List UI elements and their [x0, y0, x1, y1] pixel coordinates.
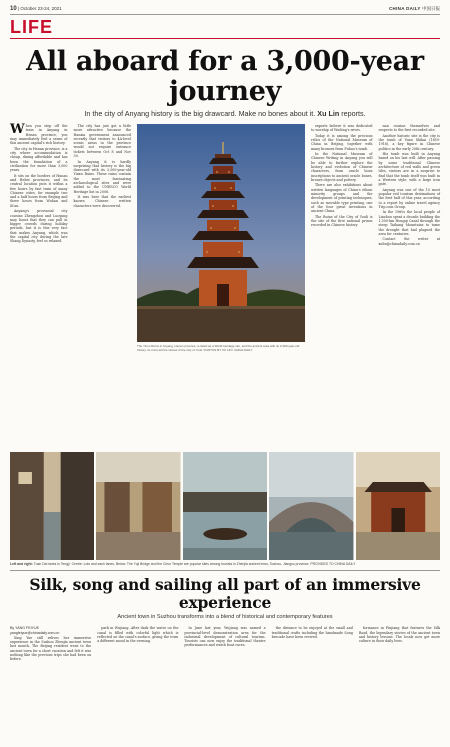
article-paragraph: formance in Pinjiang that features the Silk Road, the legendary stories of the ancient town and history lessons. The locals now get more culture in their daily lives.	[358, 626, 441, 644]
byline-email: yangfeiyue@chinadaily.com.cn	[10, 630, 60, 635]
deck-author: Xu Lin	[317, 109, 340, 118]
story-divider	[10, 570, 440, 571]
lane-photo-left	[10, 452, 94, 560]
photo-strip-caption	[10, 562, 440, 566]
page-folio	[10, 6, 440, 15]
newspaper-brand: CHINA DAILY	[389, 6, 421, 11]
article-paragraph: The city has just got a little more attractive because the Hanxia government announced recently that visitors to 4A-level scenic areas in the province would not require entrance tickets between Oct 8 and Nov 30.	[73, 124, 132, 159]
article-paragraph: Anyang was one of the 10 most popular red tourism destinations of the first half of this year, according to a report by online travel agency Trip.com Group.	[378, 187, 440, 209]
article-paragraph: It was here that the earliest known Chinese written characters were discovered.	[73, 195, 132, 208]
article-paragraph: Today it is among the precious relics of the National Museum of China in Beijing, together with many bronzes from Fuhao's tomb.	[311, 133, 373, 151]
article-paragraph: In the National Museum of Chinese Writing in Anyang you will be able to further explore the history and evolution of Chinese characters, from oracle bone inscriptions to ancient oracle bones, bronze objects and pottery.	[311, 152, 373, 182]
byline	[10, 626, 91, 635]
temple-gate-illustration	[356, 452, 440, 560]
article-paragraph: The city in Henan province, is a city where accommodation is cheap, dining affordable and has been the foundation of a civilization for more than 3,000 years.	[10, 146, 68, 173]
byline-name: By YANG FEIYUE	[10, 626, 40, 631]
second-column-5	[359, 626, 440, 662]
second-headline: Silk, song and sailing all part of an immersive experience	[29, 575, 421, 613]
article-paragraph: Anyang's provincial city cousins Zhengzhou and Luoyang may boast that they can pull in bigger crowds during holiday periods, but it is this very fact that makes Anyang, which was the capital city during the late Shang Dynasty, feel so relaxed.	[10, 209, 68, 244]
article-paragraph: Xing Yue still relives her immersive experience in the Suzhou Zhenjia ancient town last month. The Beijing resident went to the ancient town for a short vacation and felt it was nothing like the previous trips she had been on before.	[10, 635, 92, 662]
article-paragraph: His tomb was built in Anyang based on his last will. After passing by some traditional Chinese architecture of red walls and green tiles, visitors are in a surprise to find that the tomb itself was built in a Western style, with a large iron gate.	[378, 152, 440, 187]
article-paragraph: park in Wujiang. After dark the water on the canal is filled with colorful light which is reflected on the canal's surface, giving the town a different mood in the evening.	[97, 626, 179, 644]
article-paragraph: It sits on the borders of Hunan and Hebei provinces, and its central location puts it within a few hours by fast train of many Chinese cities, for example two and a half hours from Beijing and three hours from Wuhan and Xi'an.	[10, 173, 68, 208]
lead-photo-column	[137, 124, 305, 446]
deck-suffix: reports.	[341, 109, 366, 118]
second-column-1	[10, 626, 91, 662]
section-rule	[10, 38, 440, 39]
strip-caption-label: Left and right:	[10, 562, 33, 566]
second-story-body	[10, 626, 440, 662]
temple-photo	[137, 124, 305, 342]
article-paragraph: The Ruins of the City of Youli is the site of the first national prison recorded in Chinese history.	[311, 214, 373, 228]
article-paragraph: In the 1960s the local people of Linzhou spent a decade building the 1,500-km Hongqi Canal through the steep Taihang Mountains to tame the drought that had plagued the area for centuries.	[378, 210, 440, 236]
article-paragraph: In June last year, Wujiang was named a provincial-level demonstration area for the industrial development of cultural tourism. Tourists can now enjoy the traditional theatre performances and watch boat races.	[184, 626, 266, 648]
stone-bridge-illustration	[269, 452, 353, 560]
pagoda-illustration	[137, 124, 305, 342]
boat-canal-illustration	[183, 452, 267, 560]
deck-text: In the city of Anyang history is the big drawcard. Make no bones about it.	[84, 109, 316, 118]
article-column-2	[74, 124, 132, 446]
drop-cap: W	[10, 122, 25, 137]
second-column-4	[272, 626, 353, 662]
canal-lane-illustration	[10, 452, 94, 560]
writer-contact: Contact the writer at xulin@chinadaily.com.cn	[378, 237, 440, 246]
article-column-4	[311, 124, 372, 446]
article-paragraph: experts believe it was dedicated to worship of Wuding's wives.	[311, 124, 373, 133]
photo-caption: The Yinxu Ruins in Anyang, Henan province, is listed as a World Heritage site, and the ancient area with its 3,300-year-old history. Its ruins tell the stories of the City of Youli. PHOTOS BY XU LIN / CHINA DAILY	[137, 344, 300, 352]
article-paragraph: There are also exhibitions about written languages of China's ethnic minority groups and the development of printing techniques, such as movable type printing, one of the four great inventions in ancient China.	[311, 183, 373, 214]
lane-photo-center-left	[96, 452, 180, 560]
article-paragraph: hen you step off the train in Anyang in Henan province, you may immediately feel a sense of this ancient capital's rich history.	[10, 124, 68, 146]
issue-date: | October 23-24, 2021	[17, 6, 62, 11]
lane-photo-center	[183, 452, 267, 560]
article-paragraph: nan cuisine themselves and respects to the first recorded site.	[378, 124, 440, 133]
section-label: LIFE	[10, 17, 53, 37]
lane-photo-center-right	[269, 452, 353, 560]
second-deck: Ancient town in Suzhou transforms into a blend of historical and contemporary features	[117, 614, 333, 621]
newspaper-brand-cn: 中国日报	[422, 6, 440, 11]
headline-deck	[10, 109, 440, 118]
article-paragraph: Another historic site is the city is the tomb of Yuan Shikai (1859-1916), a key figure in Chinese politics in the early 20th century.	[378, 133, 440, 151]
strip-caption-text: Tuan Dai lanes in Tengji. Centre: Lots and each lanes. Below: The Yuji Bridge and the Cirun Temple are popular sites among tourists in Zhenjia ancient town, Suzhou, Jiangsu province. PROVIDED TO CHINA DAILY	[33, 562, 356, 566]
article-paragraph: In Anyang it is hardly surprising that history is the big drawcard with its 3,300-year-old Yinxu Ruins. These ruins contain the most fascinating archaeological sites and were added to the UNESCO World Heritage list in 2006.	[73, 159, 132, 194]
article-column-1	[10, 124, 68, 446]
article-column-5	[379, 124, 440, 446]
page-number: 10	[10, 6, 17, 12]
second-column-3	[184, 626, 265, 662]
second-column-2	[97, 626, 178, 662]
feature-body	[10, 124, 440, 446]
article-paragraph: the distance to be enjoyed at the small and traditional crafts including the handmade Song brocade have been revived.	[271, 626, 353, 639]
town-street-illustration	[96, 452, 180, 560]
lane-photo-right	[356, 452, 440, 560]
main-headline: All aboard for a 3,000-year journey	[26, 46, 424, 107]
photo-strip	[10, 452, 440, 560]
